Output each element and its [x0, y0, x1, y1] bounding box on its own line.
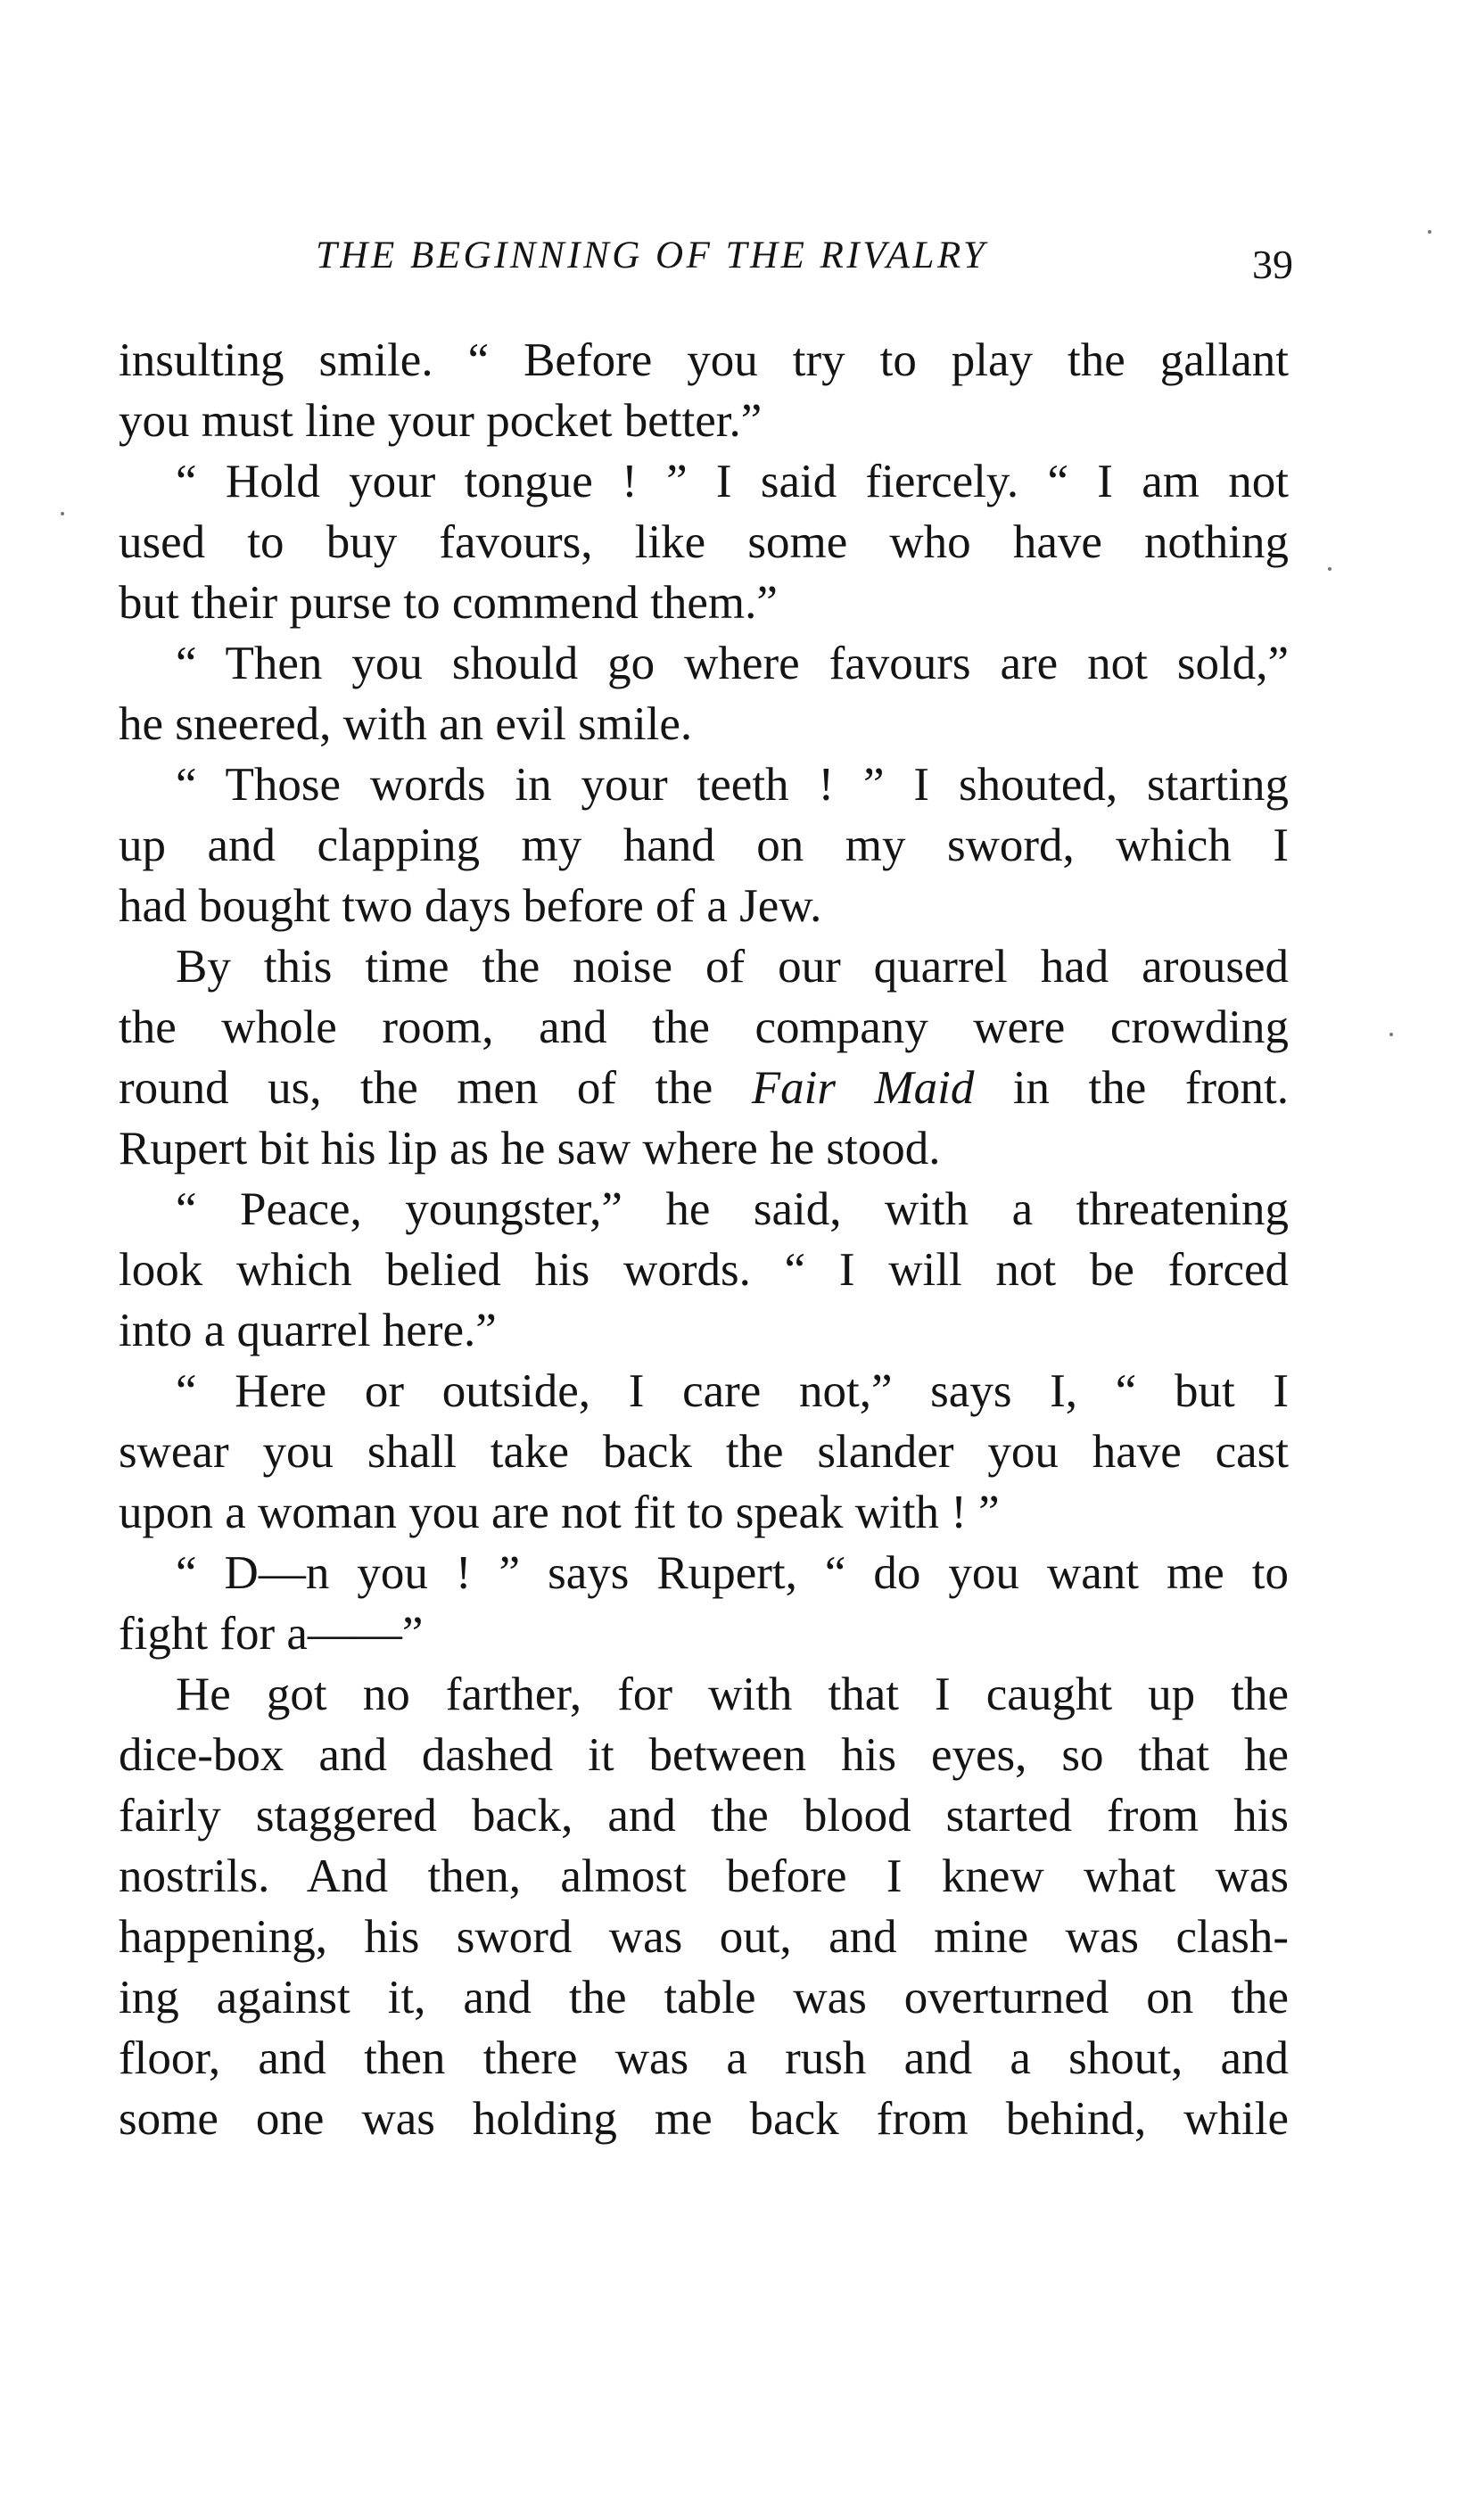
text-line-content: He got no farther, for with that I caught up the — [176, 1669, 1289, 1720]
text-line — [119, 1300, 1289, 1361]
text-line — [119, 1725, 1289, 1785]
text-line-content: round us, the men of the — [119, 1062, 752, 1114]
text-line-content: but their purse to commend them.” — [119, 577, 778, 629]
text-line — [119, 694, 1289, 754]
print-speck — [61, 512, 64, 515]
text-line-content: insulting smile. “ Before you try to play the gallant — [119, 334, 1289, 386]
print-speck — [1428, 230, 1431, 234]
text-line-content: fight for a——” — [119, 1608, 424, 1660]
text-line — [119, 633, 1289, 694]
page-number: 39 — [1252, 242, 1293, 287]
text-line-content: in the front. — [974, 1062, 1290, 1114]
text-line-content: “ D—n you ! ” says Rupert, “ do you want me to — [176, 1547, 1289, 1599]
text-line-content: some one was holding me back from behind, while — [119, 2093, 1289, 2145]
text-line — [119, 512, 1289, 573]
text-line — [119, 1846, 1289, 1907]
text-line-content: the whole room, and the company were crowding — [119, 1001, 1289, 1053]
text-line — [119, 2028, 1289, 2089]
text-line-content: By this time the noise of our quarrel had aroused — [176, 941, 1289, 993]
text-line — [119, 876, 1289, 936]
text-line — [119, 1482, 1289, 1543]
text-line — [119, 1240, 1289, 1300]
italic-ship-name: Fair Maid — [751, 1062, 975, 1114]
text-line — [119, 1058, 1289, 1118]
text-line — [119, 451, 1289, 512]
body-text — [119, 330, 1289, 2149]
text-line — [119, 1543, 1289, 1603]
text-line-content: “ Then you should go where favours are not sold,” — [176, 638, 1289, 689]
text-line-content: Rupert bit his lip as he saw where he stood. — [119, 1123, 941, 1174]
text-line-content: “ Hold your tongue ! ” I said fiercely. “ I am not — [176, 456, 1289, 507]
text-line — [119, 1907, 1289, 1967]
text-line — [119, 997, 1289, 1058]
print-speck — [1328, 567, 1331, 571]
text-line — [119, 573, 1289, 633]
text-line-content: nostrils. And then, almost before I knew what was — [119, 1850, 1289, 1902]
text-line-content: “ Peace, youngster,” he said, with a threatening — [176, 1183, 1289, 1235]
text-line — [119, 1664, 1289, 1725]
text-line — [119, 1603, 1289, 1664]
text-line — [119, 1785, 1289, 1846]
text-line-content: fairly staggered back, and the blood started from his — [119, 1790, 1289, 1842]
text-line-content: had bought two days before of a Jew. — [119, 880, 822, 932]
text-line — [119, 1422, 1289, 1482]
text-line-content: ing against it, and the table was overturned on the — [119, 1972, 1289, 2023]
text-line-content: you must line your pocket better.” — [119, 395, 763, 447]
text-line — [119, 330, 1289, 391]
print-speck — [1389, 1033, 1393, 1036]
text-line — [119, 1179, 1289, 1240]
text-line-content: he sneered, with an evil smile. — [119, 698, 693, 750]
text-line-content: floor, and then there was a rush and a shout, and — [119, 2032, 1289, 2084]
text-line — [119, 2089, 1289, 2149]
text-line — [119, 1118, 1289, 1179]
text-line — [119, 1361, 1289, 1422]
text-line-content: into a quarrel here.” — [119, 1305, 497, 1356]
text-line-content: “ Here or outside, I care not,” says I, “ but I — [176, 1365, 1289, 1417]
text-line-content: up and clapping my hand on my sword, which I — [119, 820, 1289, 871]
text-line-content: swear you shall take back the slander you have cast — [119, 1426, 1289, 1478]
text-line-content: upon a woman you are not fit to speak with ! ” — [119, 1487, 1000, 1538]
text-line — [119, 1967, 1289, 2028]
text-line — [119, 936, 1289, 997]
text-line-content: dice-box and dashed it between his eyes, so that he — [119, 1729, 1289, 1781]
text-line — [119, 815, 1289, 876]
running-title: THE BEGINNING OF THE RIVALRY — [316, 235, 988, 276]
text-line-content: used to buy favours, like some who have nothing — [119, 516, 1289, 568]
text-line — [119, 391, 1289, 451]
page-header — [303, 225, 1293, 287]
text-line — [119, 754, 1289, 815]
text-line-content: “ Those words in your teeth ! ” I shouted, starting — [176, 759, 1289, 811]
text-line-content: happening, his sword was out, and mine was clash- — [119, 1911, 1289, 1963]
text-line-content: look which belied his words. “ I will not be forced — [119, 1244, 1289, 1296]
